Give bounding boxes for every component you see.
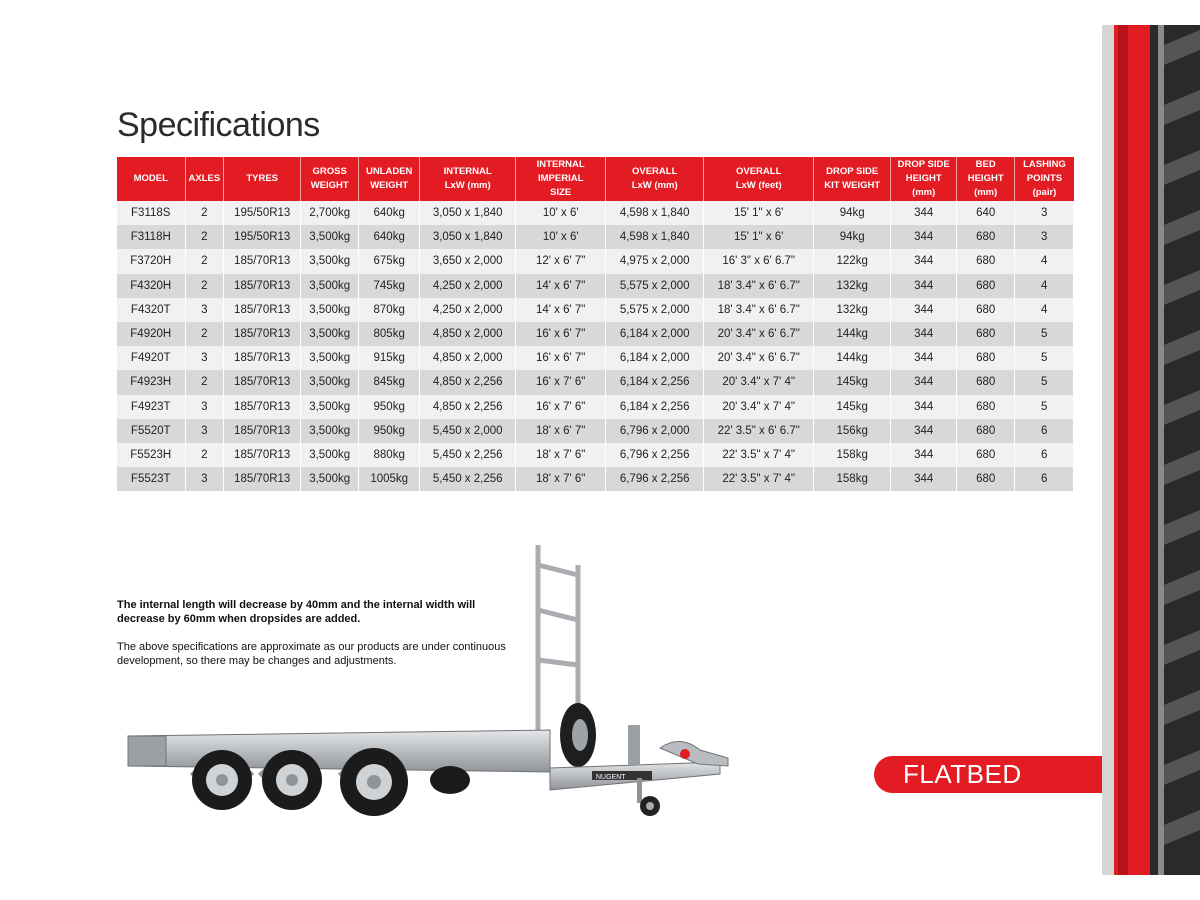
table-cell: 195/50R13 — [224, 225, 301, 249]
table-cell: 94kg — [814, 201, 891, 225]
table-cell: 4,850 x 2,256 — [420, 395, 516, 419]
table-cell: 132kg — [814, 298, 891, 322]
table-body — [117, 201, 1074, 491]
table-cell: 10' x 6' — [516, 225, 606, 249]
dropside-note: The internal length will decrease by 40mm and the internal width will decrease by 60mm when dropsides are added. — [117, 599, 476, 625]
table-cell: 22' 3.5" x 7' 4" — [704, 443, 814, 467]
table-cell: 745kg — [359, 274, 420, 298]
table-cell: F4320T — [117, 298, 185, 322]
table-header-row — [117, 157, 1074, 201]
table-cell: 3 — [185, 298, 224, 322]
table-cell: 4,975 x 2,000 — [606, 249, 704, 273]
table-row — [117, 443, 1074, 467]
table-cell: 20' 3.4" x 7' 4" — [704, 395, 814, 419]
table-cell: 6 — [1015, 419, 1074, 443]
table-cell: 132kg — [814, 274, 891, 298]
table-cell: 4 — [1015, 298, 1074, 322]
table-cell: 3 — [185, 395, 224, 419]
table-cell: 185/70R13 — [224, 370, 301, 394]
header-cell: INTERNAL IMPERIAL SIZE — [516, 157, 606, 201]
table-cell: 6,184 x 2,256 — [606, 395, 704, 419]
table-cell: 3,650 x 2,000 — [420, 249, 516, 273]
table-cell: 16' x 6' 7" — [516, 322, 606, 346]
table-cell: 5 — [1015, 395, 1074, 419]
table-cell: 145kg — [814, 395, 891, 419]
table-cell: 3,500kg — [301, 249, 359, 273]
table-cell: 2 — [185, 443, 224, 467]
table-cell: 3,050 x 1,840 — [420, 225, 516, 249]
table-cell: 4,850 x 2,000 — [420, 346, 516, 370]
table-cell: 185/70R13 — [224, 419, 301, 443]
table-cell: 16' x 7' 6" — [516, 395, 606, 419]
table-cell: 3,500kg — [301, 346, 359, 370]
table-cell: 680 — [957, 225, 1015, 249]
table-cell: 22' 3.5" x 6' 6.7" — [704, 419, 814, 443]
table-cell: 15' 1" x 6' — [704, 201, 814, 225]
table-cell: 640kg — [359, 201, 420, 225]
table-cell: 12' x 6' 7" — [516, 249, 606, 273]
table-cell: 94kg — [814, 225, 891, 249]
table-row — [117, 274, 1074, 298]
table-cell: 6,796 x 2,000 — [606, 419, 704, 443]
table-cell: 14' x 6' 7" — [516, 298, 606, 322]
table-cell: 344 — [891, 249, 957, 273]
table-cell: 680 — [957, 443, 1015, 467]
table-cell: 344 — [891, 370, 957, 394]
table-cell: 5,575 x 2,000 — [606, 274, 704, 298]
table-cell: 680 — [957, 370, 1015, 394]
table-cell: 680 — [957, 346, 1015, 370]
header-cell: LASHING POINTS (pair) — [1015, 157, 1074, 201]
header-cell: AXLES — [185, 157, 224, 201]
table-cell: 344 — [891, 443, 957, 467]
table-cell: 2 — [185, 201, 224, 225]
table-cell: 18' x 7' 6" — [516, 467, 606, 491]
header-cell: UNLADEN WEIGHT — [359, 157, 420, 201]
table-cell: 4 — [1015, 274, 1074, 298]
table-row — [117, 370, 1074, 394]
table-cell: 3,500kg — [301, 370, 359, 394]
table-cell: 6,796 x 2,256 — [606, 467, 704, 491]
table-cell: 144kg — [814, 322, 891, 346]
table-cell: 2 — [185, 322, 224, 346]
table-cell: 20' 3.4" x 6' 6.7" — [704, 346, 814, 370]
header-cell: MODEL — [117, 157, 185, 201]
table-cell: 144kg — [814, 346, 891, 370]
table-cell: F4320H — [117, 274, 185, 298]
table-cell: 950kg — [359, 419, 420, 443]
table-cell: 4,250 x 2,000 — [420, 274, 516, 298]
table-cell: F3720H — [117, 249, 185, 273]
header-cell: GROSS WEIGHT — [301, 157, 359, 201]
table-cell: 185/70R13 — [224, 322, 301, 346]
table-cell: 1005kg — [359, 467, 420, 491]
table-cell: 6 — [1015, 443, 1074, 467]
table-cell: 122kg — [814, 249, 891, 273]
table-cell: 2 — [185, 274, 224, 298]
table-cell: 16' 3" x 6' 6.7" — [704, 249, 814, 273]
decorative-side-stripe — [1100, 25, 1200, 875]
table-cell: 195/50R13 — [224, 201, 301, 225]
table-cell: 3,500kg — [301, 322, 359, 346]
table-cell: 640 — [957, 201, 1015, 225]
table-cell: 950kg — [359, 395, 420, 419]
table-cell: 18' 3.4" x 6' 6.7" — [704, 274, 814, 298]
table-cell: 185/70R13 — [224, 298, 301, 322]
table-row — [117, 322, 1074, 346]
table-cell: 3,500kg — [301, 298, 359, 322]
table-cell: 20' 3.4" x 6' 6.7" — [704, 322, 814, 346]
table-cell: 6 — [1015, 467, 1074, 491]
table-cell: 4,850 x 2,000 — [420, 322, 516, 346]
table-cell: 3,500kg — [301, 419, 359, 443]
header-cell: OVERALL LxW (mm) — [606, 157, 704, 201]
flatbed-badge: FLATBED — [874, 756, 1102, 793]
table-cell: 880kg — [359, 443, 420, 467]
table-cell: 3,050 x 1,840 — [420, 201, 516, 225]
table-cell: 4,598 x 1,840 — [606, 201, 704, 225]
table-cell: 15' 1" x 6' — [704, 225, 814, 249]
table-cell: 4 — [1015, 249, 1074, 273]
table-cell: 4,250 x 2,000 — [420, 298, 516, 322]
table-cell: 5,450 x 2,256 — [420, 443, 516, 467]
header-cell: BED HEIGHT (mm) — [957, 157, 1015, 201]
table-cell: 3 — [1015, 225, 1074, 249]
table-cell: 3,500kg — [301, 225, 359, 249]
table-cell: 18' x 6' 7" — [516, 419, 606, 443]
table-cell: F4923H — [117, 370, 185, 394]
table-row — [117, 201, 1074, 225]
table-cell: 680 — [957, 467, 1015, 491]
table-cell: 805kg — [359, 322, 420, 346]
table-cell: 2,700kg — [301, 201, 359, 225]
table-cell: 344 — [891, 322, 957, 346]
header-cell: OVERALL LxW (feet) — [704, 157, 814, 201]
header-cell: DROP SIDE HEIGHT (mm) — [891, 157, 957, 201]
table-cell: 680 — [957, 419, 1015, 443]
table-cell: 14' x 6' 7" — [516, 274, 606, 298]
table-cell: 2 — [185, 249, 224, 273]
table-cell: 5 — [1015, 346, 1074, 370]
table-cell: F5523T — [117, 467, 185, 491]
table-cell: 344 — [891, 298, 957, 322]
table-cell: F4923T — [117, 395, 185, 419]
table-cell: 185/70R13 — [224, 249, 301, 273]
table-cell: F5523H — [117, 443, 185, 467]
table-cell: 3 — [185, 419, 224, 443]
table-cell: 16' x 6' 7" — [516, 346, 606, 370]
table-cell: 344 — [891, 395, 957, 419]
table-cell: F3118S — [117, 201, 185, 225]
table-cell: 3 — [1015, 201, 1074, 225]
table-cell: 185/70R13 — [224, 274, 301, 298]
table-cell: 6,184 x 2,256 — [606, 370, 704, 394]
jockey-post — [628, 725, 640, 765]
table-row — [117, 419, 1074, 443]
coupling-head — [660, 741, 728, 766]
table-cell: 675kg — [359, 249, 420, 273]
table-cell: 870kg — [359, 298, 420, 322]
table-cell: 344 — [891, 346, 957, 370]
table-cell: 145kg — [814, 370, 891, 394]
table-cell: 5 — [1015, 370, 1074, 394]
table-cell: 344 — [891, 419, 957, 443]
table-cell: 18' x 7' 6" — [516, 443, 606, 467]
table-row — [117, 298, 1074, 322]
table-cell: 10' x 6' — [516, 201, 606, 225]
table-cell: 915kg — [359, 346, 420, 370]
table-cell: 2 — [185, 370, 224, 394]
header-cell: DROP SIDE KIT WEIGHT — [814, 157, 891, 201]
table-cell: 6,796 x 2,256 — [606, 443, 704, 467]
trailer-bed — [128, 730, 550, 772]
table-row — [117, 225, 1074, 249]
table-cell: 5 — [1015, 322, 1074, 346]
table-cell: 185/70R13 — [224, 443, 301, 467]
table-cell: 4,850 x 2,256 — [420, 370, 516, 394]
table-cell: 156kg — [814, 419, 891, 443]
table-cell: 680 — [957, 395, 1015, 419]
table-cell: 845kg — [359, 370, 420, 394]
table-cell: 5,450 x 2,256 — [420, 467, 516, 491]
table-cell: 3 — [185, 467, 224, 491]
table-cell: 344 — [891, 274, 957, 298]
table-row — [117, 467, 1074, 491]
table-cell: 3,500kg — [301, 443, 359, 467]
table-cell: 3,500kg — [301, 395, 359, 419]
table-cell: 344 — [891, 201, 957, 225]
table-cell: 680 — [957, 274, 1015, 298]
table-cell: 185/70R13 — [224, 467, 301, 491]
header-cell: INTERNAL LxW (mm) — [420, 157, 516, 201]
table-cell: 680 — [957, 298, 1015, 322]
table-cell: 20' 3.4" x 7' 4" — [704, 370, 814, 394]
table-cell: F4920T — [117, 346, 185, 370]
table-cell: 158kg — [814, 443, 891, 467]
table-cell: 158kg — [814, 467, 891, 491]
table-cell: 16' x 7' 6" — [516, 370, 606, 394]
table-cell: 344 — [891, 467, 957, 491]
table-cell: 640kg — [359, 225, 420, 249]
table-cell: 18' 3.4" x 6' 6.7" — [704, 298, 814, 322]
table-row — [117, 346, 1074, 370]
table-cell: 3,500kg — [301, 274, 359, 298]
disclaimer-note: The above specifications are approximate as our products are under continuous development, so there may be changes and adjustments. — [117, 641, 506, 667]
header-cell: TYRES — [224, 157, 301, 201]
table-cell: 3 — [185, 346, 224, 370]
table-cell: 185/70R13 — [224, 346, 301, 370]
table-cell: 680 — [957, 322, 1015, 346]
table-cell: 2 — [185, 225, 224, 249]
table-cell: 3,500kg — [301, 467, 359, 491]
table-cell: 344 — [891, 225, 957, 249]
table-cell: 185/70R13 — [224, 395, 301, 419]
table-row — [117, 249, 1074, 273]
brand-plate-text: NUGENT — [596, 774, 626, 781]
table-cell: 22' 3.5" x 7' 4" — [704, 467, 814, 491]
table-cell: 680 — [957, 249, 1015, 273]
specifications-table — [117, 157, 1074, 491]
table-cell: 5,575 x 2,000 — [606, 298, 704, 322]
table-cell: 4,598 x 1,840 — [606, 225, 704, 249]
table-row — [117, 395, 1074, 419]
table-cell: 6,184 x 2,000 — [606, 322, 704, 346]
table-cell: F3118H — [117, 225, 185, 249]
table-cell: F5520T — [117, 419, 185, 443]
table-cell: 5,450 x 2,000 — [420, 419, 516, 443]
table-cell: F4920H — [117, 322, 185, 346]
flatbed-trailer-image — [120, 540, 740, 830]
page-title: Specifications — [117, 106, 320, 144]
table-cell: 6,184 x 2,000 — [606, 346, 704, 370]
